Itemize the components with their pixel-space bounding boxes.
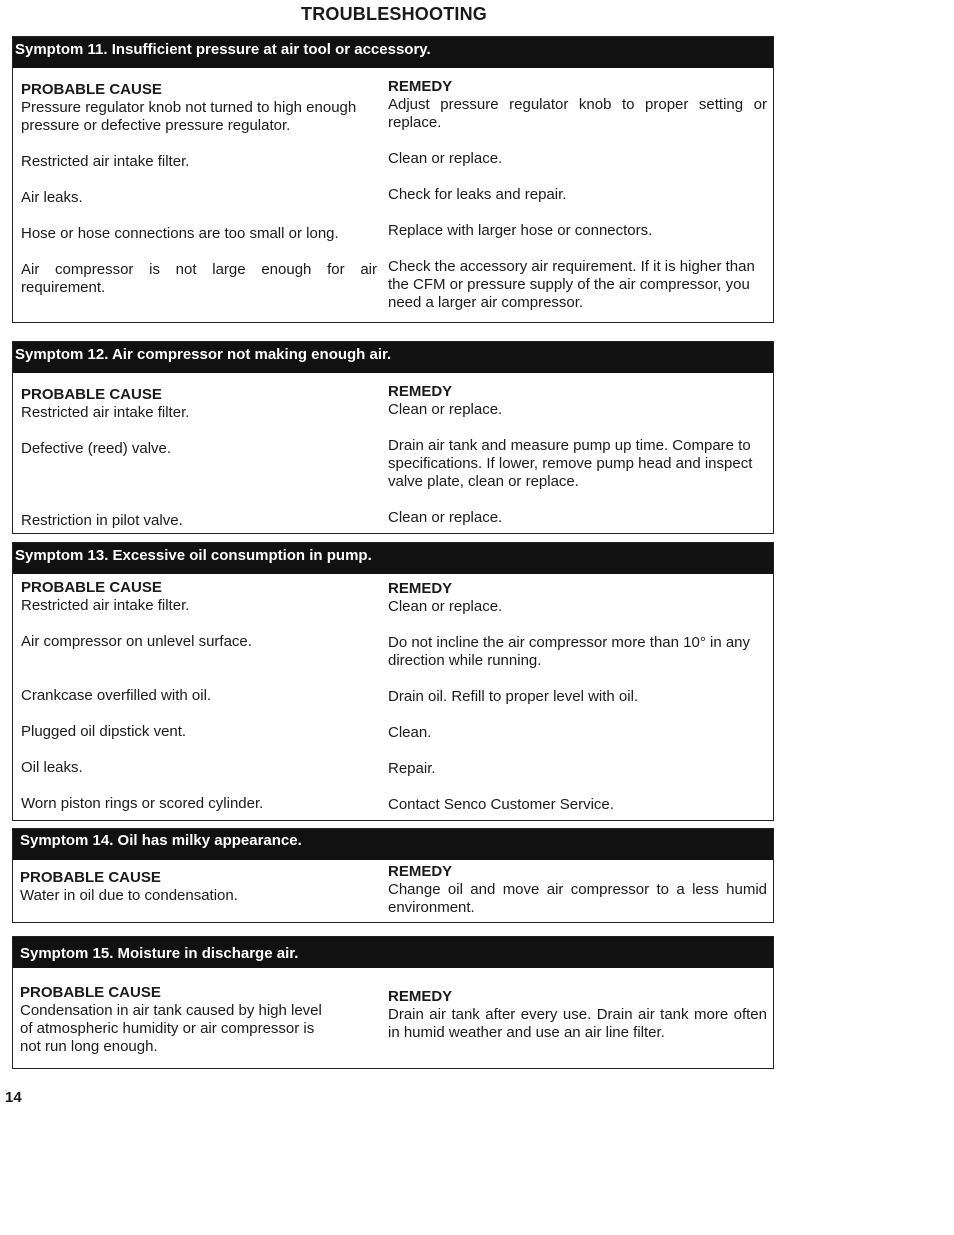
- symptom-box: [12, 936, 774, 1069]
- symptom-header: Symptom 15. Moisture in discharge air.: [13, 937, 773, 968]
- remedy-column: [388, 863, 767, 916]
- remedy-item: Drain air tank and measure pump up time. Compare to specifications. If lower, remove pump head and inspect valve plate, clean or replace.: [388, 437, 753, 490]
- cause-item: Condensation in air tank caused by high level of atmospheric humidity or air compressor is not run long enough.: [20, 1002, 322, 1055]
- remedy-column: [388, 988, 767, 1041]
- cause-item: Air compressor is not large enough for air requirement.: [21, 261, 377, 296]
- remedy-column: [388, 580, 767, 813]
- cause-item: Pressure regulator knob not turned to high enough pressure or defective pressure regulator.: [21, 99, 357, 134]
- cause-column: [20, 869, 376, 904]
- remedy-item: Do not incline the air compressor more than 10° in any direction while running.: [388, 634, 751, 669]
- remedy-item: Check for leaks and repair.: [388, 186, 567, 203]
- symptom-header: Symptom 11. Insufficient pressure at air tool or accessory.: [13, 37, 773, 68]
- symptom-header: Symptom 13. Excessive oil consumption in pump.: [13, 543, 773, 574]
- symptom-box: [12, 828, 774, 923]
- symptom-box: [12, 542, 774, 821]
- remedy-item: Clean or replace.: [388, 401, 503, 418]
- cause-label: PROBABLE CAUSE: [20, 869, 161, 886]
- remedy-item: Replace with larger hose or connectors.: [388, 222, 653, 239]
- cause-item: Restriction in pilot valve.: [21, 512, 183, 529]
- remedy-item: Clean or replace.: [388, 598, 503, 615]
- cause-item: Hose or hose connections are too small or long.: [21, 225, 339, 242]
- symptom-header: Symptom 12. Air compressor not making enough air.: [13, 342, 773, 373]
- remedy-label: REMEDY: [388, 863, 453, 880]
- symptom-box: [12, 341, 774, 534]
- symptom-header: Symptom 14. Oil has milky appearance.: [13, 829, 773, 860]
- cause-column: [21, 386, 377, 529]
- cause-column: [21, 579, 377, 812]
- page-number: 14: [5, 1089, 22, 1106]
- remedy-item: Repair.: [388, 760, 436, 777]
- remedy-item: Drain oil. Refill to proper level with oil.: [388, 688, 639, 705]
- cause-label: PROBABLE CAUSE: [21, 81, 162, 98]
- cause-label: PROBABLE CAUSE: [20, 984, 161, 1001]
- remedy-item: Change oil and move air compressor to a less humid environment.: [388, 881, 767, 916]
- cause-item: Crankcase overfilled with oil.: [21, 687, 212, 704]
- cause-column: [21, 81, 377, 296]
- cause-item: Restricted air intake filter.: [21, 404, 190, 421]
- symptom-box: [12, 36, 774, 323]
- remedy-item: Clean.: [388, 724, 432, 741]
- remedy-item: Drain air tank after every use. Drain air tank more often in humid weather and use an air line filter.: [388, 1006, 767, 1041]
- remedy-item: Clean or replace.: [388, 509, 503, 526]
- cause-item: Air compressor on unlevel surface.: [21, 633, 252, 650]
- remedy-item: Adjust pressure regulator knob to proper setting or replace.: [388, 96, 767, 131]
- remedy-label: REMEDY: [388, 78, 453, 95]
- cause-label: PROBABLE CAUSE: [21, 579, 162, 596]
- remedy-label: REMEDY: [388, 580, 453, 597]
- cause-item: Water in oil due to condensation.: [20, 887, 238, 904]
- cause-item: Plugged oil dipstick vent.: [21, 723, 187, 740]
- cause-item: Restricted air intake filter.: [21, 597, 190, 614]
- remedy-label: REMEDY: [388, 383, 453, 400]
- cause-item: Air leaks.: [21, 189, 83, 206]
- cause-item: Defective (reed) valve.: [21, 440, 172, 457]
- cause-item: Worn piston rings or scored cylinder.: [21, 795, 264, 812]
- remedy-label: REMEDY: [388, 988, 453, 1005]
- cause-item: Oil leaks.: [21, 759, 83, 776]
- remedy-column: [388, 78, 767, 311]
- cause-column: [20, 984, 330, 1055]
- remedy-item: Clean or replace.: [388, 150, 503, 167]
- page-title: TROUBLESHOOTING: [301, 4, 487, 24]
- cause-item: Restricted air intake filter.: [21, 153, 190, 170]
- remedy-item: Check the accessory air requirement. If it is higher than the CFM or pressure supply of the air compressor, you need a larger air compressor.: [388, 258, 755, 311]
- remedy-item: Contact Senco Customer Service.: [388, 796, 614, 813]
- cause-label: PROBABLE CAUSE: [21, 386, 162, 403]
- remedy-column: [388, 383, 767, 526]
